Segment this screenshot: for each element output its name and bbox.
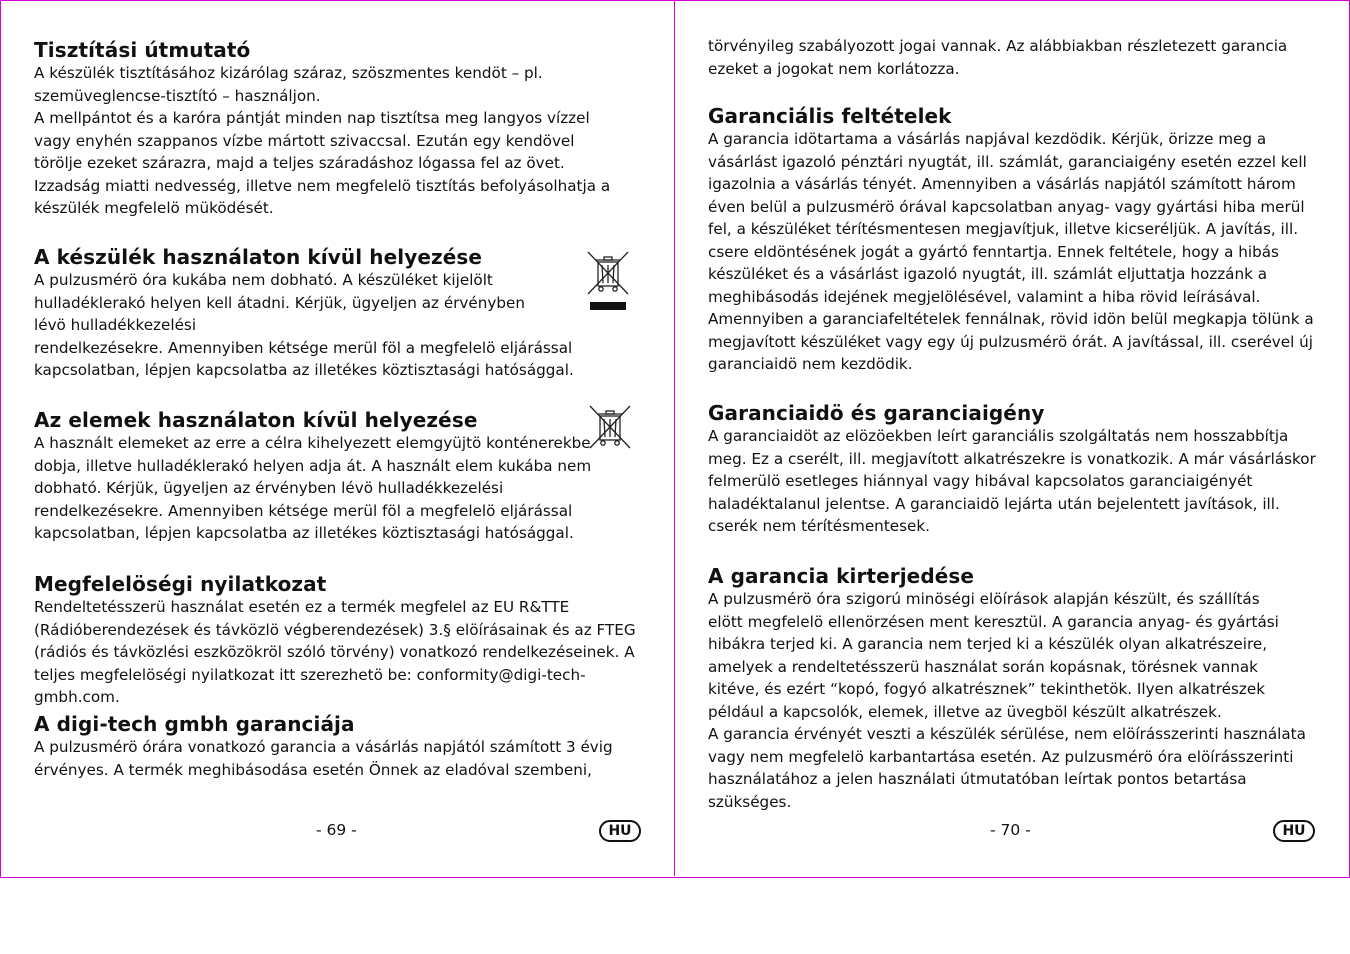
section-cleaning [34, 38, 642, 220]
section-paragraph: rendelkezésekre. Amennyiben kétsége merül föl a megfelelö eljárással kapcsolatban, lépjen kapcsolatba az illetékes köztisztasági hatósággal. [34, 338, 574, 379]
page-number: - 69 - [316, 821, 357, 839]
left-page [34, 0, 642, 876]
section-paragraph: A használt elemeket az erre a célra kihelyezett elemgyüjtö konténerekbe dobja, illetve hulladéklerakó helyen adja át. A használt elem kukába nem dobható. Kérjük, ügyeljen az érvényben lévö hulladékkezelési rendelkezésekre. Amennyiben kétsége merül föl a megfelelö eljárással kapcsolatban, lépjen kapcsolatba az illetékes köztisztasági hatósággal. [34, 434, 592, 542]
section-warranty-continued [708, 35, 1316, 80]
right-page [708, 0, 1316, 876]
section-paragraph: A pulzusmérö óra kukába nem dobható. A készüléket kijelölt hulladéklerakó helyen kell átadni. Kérjük, ügyeljen az érvényben lévö hulladékkezelési [34, 271, 525, 334]
section-paragraph: A garancia érvényét veszti a készülék sérülése, nem elöírásszerinti használata vagy nem megfelelö karbantartása esetén. Az pulzusmérö óra elöírásszerinti használatához a jelen használati útmutatóban leírtak pontos betartása szükséges. [708, 725, 1306, 811]
section-paragraph: törvényileg szabályozott jogai vannak. Az alábbiakban részletezett garancia ezeket a jogokat nem korlátozza. [708, 37, 1288, 78]
crossed-out-wheelie-bin-with-bar-icon [586, 250, 630, 312]
section-paragraph: A pulzusmérö órára vonatkozó garancia a vásárlás napjától számított 3 évig érvényes. A termék meghibásodása esetén Önnek az eladóval szembeni, [34, 738, 613, 779]
section-title: Megfelelöségi nyilatkozat [34, 572, 327, 596]
section-title: Tisztítási útmutató [34, 38, 251, 62]
language-badge: HU [599, 820, 641, 842]
section-title: A készülék használaton kívül helyezése [34, 245, 483, 269]
section-paragraph: A mellpántot és a karóra pántját minden nap tisztítsa meg langyos vízzel vagy enyhén szappanos vízbe mártott szivaccsal. Ezután egy kendövel törölje ezeket szárazra, majd a teljes száradáshoz lógassa fel az övet. Izzadság miatti nedvesség, illetve nem megfelelö tisztítás befolyásolhatja a készülék megfelelö müködését. [34, 109, 611, 217]
section-title: Garanciális feltételek [708, 104, 952, 128]
section-title: A garancia kirterjedése [708, 564, 975, 588]
section-warranty-scope [708, 564, 1316, 813]
section-paragraph: A pulzusmérö óra szigorú minöségi elöírások alapján készült, és szállítás elött megfelelö ellenörzésen ment keresztül. A garancia anyag- és gyártási hibákra terjed ki. A garancia nem terjed ki a készülék olyan alkatrészeire, amelyek a rendeltetésszerü használat során kopásnak, törésnek vannak kitéve, és ezért “kopó, fogyó alkatrésznek” tekinthetök. Ilyen alkatrészek például a kapcsolók, elemek, illetve az üvegböl készült alkatrészek. [708, 590, 1279, 721]
crossed-out-wheelie-bin-icon [588, 404, 632, 450]
section-title: A digi-tech gmbh garanciája [34, 712, 355, 736]
section-device-disposal [34, 245, 642, 382]
section-warranty-period [708, 401, 1316, 538]
section-title: Garanciaidö és garanciaigény [708, 401, 1045, 425]
language-badge: HU [1273, 820, 1315, 842]
section-warranty-intro [34, 712, 642, 781]
section-warranty-conditions [708, 104, 1316, 376]
section-paragraph: A készülék tisztításához kizárólag száraz, szöszmentes kendöt – pl. szemüveglencse-tisztító – használjon. [34, 64, 543, 105]
page-divider [674, 0, 675, 876]
section-conformity [34, 572, 642, 709]
section-paragraph: A garancia idötartama a vásárlás napjával kezdödik. Kérjük, örizze meg a vásárlást igazoló pénztári nyugtát, ill. számlát, garanciaigény esetén ezzel kell igazolnia a vásárlás tényét. Amennyiben a vásárlás napjától számított három éven belül a pulzusmérö órával kapcsolatban anyag- vagy gyártási hiba merül fel, a készüléket térítésmentesen megjavítjuk, illetve kicseréljük. A javítás, ill. csere eldöntésének jogát a gyártó fenntartja. Ennek feltétele, hogy a hibás készüléket és a vásárlást igazoló nyugtát, ill. számlát eljuttatja hozzánk a meghibásodás idejének megjelölésével, valamint a hiba rövid leírásával. Amennyiben a garanciafeltételek fennálnak, rövid idön belül megkapja tölünk a megjavított készüléket vagy egy új pulzusmérö órát. A javítással, ill. cserével új garanciaidö nem kezdödik. [708, 130, 1314, 373]
section-battery-disposal [34, 408, 642, 545]
page-number: - 70 - [990, 821, 1031, 839]
section-paragraph: A garanciaidöt az elözöekben leírt garanciális szolgáltatás nem hosszabbítja meg. Ez a cserélt, ill. megjavított alkatrészekre is vonatkozik. A már vásárláskor felmerülö esetleges hiánnyal vagy hibával kapcsolatos garanciaigényét haladéktalanul jelentse. A garanciaidö lejárta után bejelentett javítások, ill. cserék nem térítésmentesek. [708, 427, 1316, 535]
section-title: Az elemek használaton kívül helyezése [34, 408, 478, 432]
section-paragraph: Rendeltetésszerü használat esetén ez a termék megfelel az EU R&TTE (Rádióberendezések és távközlö végberendezések) 3.§ elöírásainak és az FTEG (rádiós és távközlési eszközökröl szóló törvény) vonatkozó rendelkezéseinek. A teljes megfelelöségi nyilatkozat itt szerezhetö be: conformity@digi-tech-gmbh.com. [34, 598, 636, 706]
